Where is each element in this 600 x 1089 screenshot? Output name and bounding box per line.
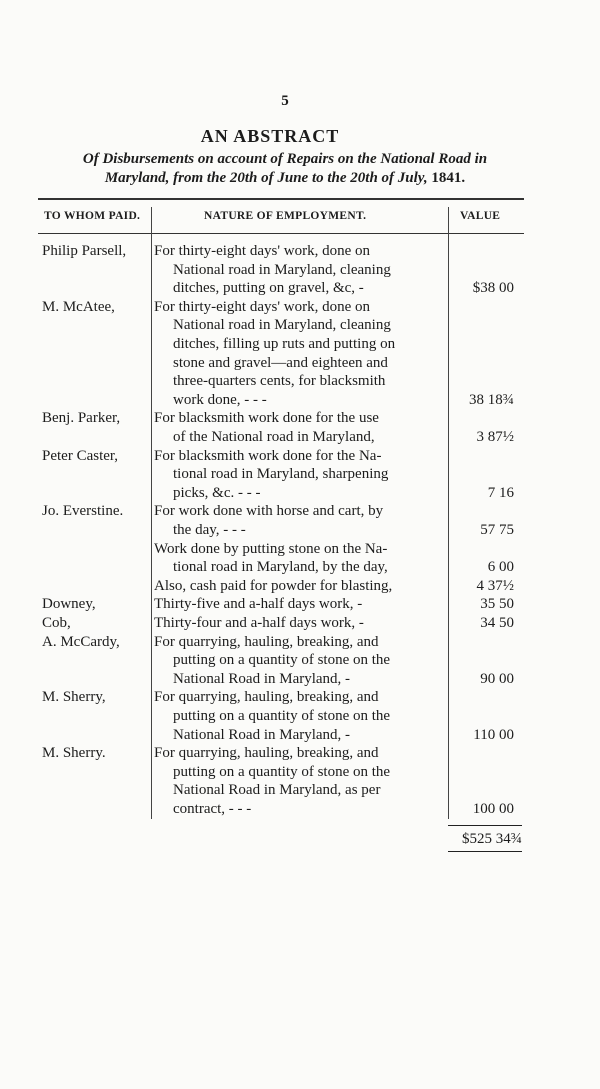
- employment-description: For thirty-eight days' work, done on: [154, 243, 371, 259]
- table-row: [0, 484, 600, 502]
- payment-value: 7 16: [487, 484, 514, 501]
- col-header-value: VALUE: [460, 210, 501, 222]
- payment-value: 4 37½: [476, 577, 514, 594]
- table-row: [0, 298, 600, 316]
- subtitle-line-1: Of Disbursements on account of Repairs on the National Road in: [82, 151, 488, 167]
- payment-value: 34 50: [480, 615, 514, 631]
- total-separator: [448, 825, 522, 826]
- employment-description: putting on a quantity of stone on the: [173, 763, 391, 780]
- employment-description: work done, - - -: [173, 391, 267, 408]
- header-bottom-rule: [38, 233, 524, 234]
- table-row: [0, 744, 600, 762]
- employment-description: National road in Maryland, cleaning: [173, 317, 391, 334]
- total-separator-bottom: [448, 851, 522, 852]
- employment-description: putting on a quantity of stone on the: [173, 652, 391, 669]
- table-row: [0, 409, 600, 427]
- payment-value: 90 00: [480, 670, 514, 687]
- payee-name: Peter Caster,: [42, 447, 119, 464]
- employment-description: of the National road in Maryland,: [173, 429, 375, 445]
- table-row: [0, 372, 600, 390]
- subtitle: [30, 150, 540, 188]
- employment-description: For blacksmith work done for the use: [154, 410, 379, 427]
- header-top-rule: [38, 198, 524, 200]
- table-row: [0, 316, 600, 334]
- employment-description: Also, cash paid for powder for blasting,: [154, 577, 393, 594]
- payment-value: 35 50: [480, 596, 514, 613]
- payee-name: M. Sherry.: [42, 745, 106, 762]
- table-row: [0, 763, 600, 781]
- payee-name: Downey,: [42, 596, 96, 613]
- employment-description: ditches, filling up ruts and putting on: [173, 336, 396, 352]
- table-row: [0, 279, 600, 297]
- table-row: [0, 465, 600, 483]
- subtitle-line-2-text: Maryland, from the 20th of June to the 20th of July,: [104, 170, 428, 186]
- table-row: [0, 242, 600, 260]
- payee-name: Jo. Everstine.: [42, 503, 124, 520]
- employment-description: tional road in Maryland, sharpening: [173, 466, 389, 483]
- payee-name: M. Sherry,: [42, 689, 106, 706]
- table-row: [0, 726, 600, 744]
- employment-description: three-quarters cents, for blacksmith: [173, 373, 386, 390]
- table-row: [0, 354, 600, 372]
- payment-value: 38 18¾: [469, 391, 514, 408]
- employment-description: For quarrying, hauling, breaking, and: [154, 745, 379, 762]
- employment-description: For blacksmith work done for the Na-: [154, 447, 382, 464]
- payment-value: $38 00: [472, 280, 514, 297]
- table-row: [0, 447, 600, 465]
- payment-value: 110 00: [473, 726, 514, 743]
- employment-description: Thirty-five and a-half days work, -: [154, 596, 363, 613]
- employment-description: tional road in Maryland, by the day,: [173, 559, 388, 576]
- subtitle-year: 1841.: [431, 170, 466, 186]
- employment-description: ditches, putting on gravel, &c, -: [173, 280, 364, 297]
- payee-name: A. McCardy,: [42, 633, 120, 650]
- employment-description: putting on a quantity of stone on the: [173, 708, 391, 724]
- table-row: [0, 614, 600, 632]
- employment-description: For work done with horse and cart, by: [154, 503, 384, 520]
- employment-description: contract, - - -: [173, 801, 252, 817]
- payment-value: 100 00: [472, 801, 514, 817]
- table-row: [0, 540, 600, 558]
- table-row: [0, 595, 600, 613]
- employment-description: National road in Maryland, cleaning: [173, 261, 391, 278]
- payment-value: 3 87½: [476, 429, 514, 445]
- payee-name: M. McAtee,: [42, 298, 115, 315]
- table-row: [0, 670, 600, 688]
- employment-description: the day, - - -: [173, 522, 246, 538]
- col-header-nature: NATURE OF EMPLOYMENT.: [204, 210, 367, 222]
- payment-value: 57 75: [480, 522, 514, 538]
- subtitle-line-2: [30, 169, 540, 188]
- table-row: [0, 577, 600, 595]
- table-row: [0, 391, 600, 409]
- col-header-to-whom: TO WHOM PAID.: [44, 210, 141, 222]
- table-row: [0, 688, 600, 706]
- total-value: $525 34¾: [462, 831, 522, 847]
- table-row: [0, 800, 600, 818]
- employment-description: stone and gravel—and eighteen and: [173, 354, 388, 371]
- table-row: [0, 335, 600, 353]
- table-row: [0, 651, 600, 669]
- employment-description: National Road in Maryland, as per: [173, 782, 381, 799]
- employment-description: National Road in Maryland, -: [173, 726, 351, 743]
- employment-description: For thirty-eight days' work, done on: [154, 298, 371, 315]
- table-row: [0, 633, 600, 651]
- employment-description: For quarrying, hauling, breaking, and: [154, 633, 379, 650]
- employment-description: Work done by putting stone on the Na-: [154, 540, 388, 557]
- payee-name: Benj. Parker,: [42, 410, 121, 427]
- employment-description: Thirty-four and a-half days work, -: [154, 615, 364, 631]
- table-row: [0, 781, 600, 799]
- payee-name: Philip Parsell,: [42, 243, 127, 259]
- table-row: [0, 428, 600, 446]
- table-row: [0, 521, 600, 539]
- payment-value: 6 00: [487, 559, 514, 576]
- page-number: 5: [281, 93, 289, 109]
- table-row: [0, 261, 600, 279]
- payee-name: Cob,: [42, 615, 71, 631]
- table-row: [0, 707, 600, 725]
- employment-description: National Road in Maryland, -: [173, 670, 351, 687]
- table-row: [0, 502, 600, 520]
- page-title: AN ABSTRACT: [200, 126, 340, 146]
- table-row: [0, 558, 600, 576]
- employment-description: For quarrying, hauling, breaking, and: [154, 689, 379, 706]
- employment-description: picks, &c. - - -: [173, 484, 261, 501]
